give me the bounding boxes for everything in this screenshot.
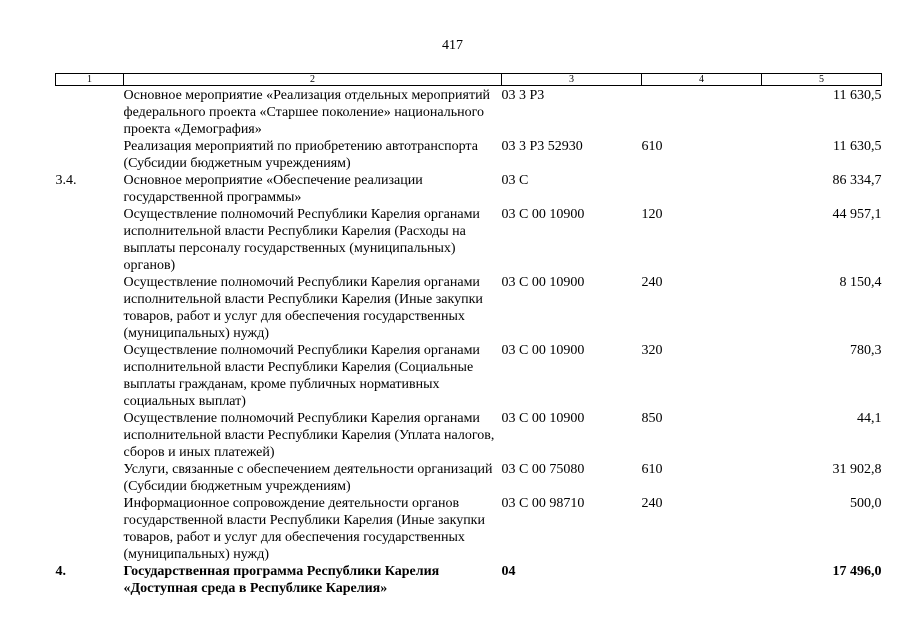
target-code: 03 С 00 10900 [501,343,585,358]
row-number: 4. [55,564,66,579]
table-row [56,461,882,495]
column-header: 4 [642,74,762,86]
target-code: 03 С 00 98710 [501,496,585,511]
row-number [56,461,124,495]
amount: 11 630,5 [833,139,882,154]
table-row [56,410,882,461]
amount: 31 902,8 [832,462,882,477]
expense-type: 240 [641,275,663,290]
amount: 500,0 [850,496,882,511]
page-number: 417 [442,38,463,53]
target-code: 03 С 00 10900 [501,207,585,222]
amount: 8 150,4 [839,275,882,290]
expense-type: 320 [641,343,663,358]
amount: 780,3 [850,343,882,358]
table-row [56,206,882,274]
table-row [56,138,882,172]
amount: 44 957,1 [832,207,882,222]
row-number [56,206,124,274]
column-number-row [56,74,882,86]
amount: 44,1 [857,411,882,426]
item-name: Осуществление полномочий Республики Карелия органами исполнительной власти Республики Карелия (Иные закупки товаров, работ и услуг для обеспечения государственных (муниципальных) нужд) [123,275,483,341]
item-name: Государственная программа Республики Карелия «Доступная среда в Республике Карелия» [123,564,440,596]
expense-type [642,86,762,139]
target-code: 04 [501,564,516,579]
item-name: Информационное сопровождение деятельности органов государственной власти Республики Карелия (Иные закупки товаров, работ и услуг для обеспечения государственных (муниципальных) нужд) [123,496,485,562]
row-number [56,274,124,342]
item-name: Осуществление полномочий Республики Карелия органами исполнительной власти Республики Карелия (Социальные выплаты гражданам, кроме публичных нормативных социальных выплат) [123,343,480,409]
row-number [56,86,124,139]
expense-type: 610 [641,462,663,477]
target-code: 03 С [501,173,529,188]
expense-type [642,172,762,206]
table-row [56,342,882,410]
column-header: 5 [762,74,882,86]
table-row [56,563,882,597]
item-name: Реализация мероприятий по приобретению автотранспорта (Субсидии бюджетным учреждениям) [123,139,478,171]
table-row [56,86,882,139]
budget-table [55,73,882,597]
item-name: Услуги, связанные с обеспечением деятельности организаций (Субсидии бюджетным учреждениям) [123,462,493,494]
item-name: Основное мероприятие «Обеспечение реализации государственной программы» [123,173,423,205]
row-number [56,138,124,172]
column-header: 2 [124,74,502,86]
table-row [56,495,882,563]
target-code: 03 3 P3 [501,88,545,103]
row-number [56,342,124,410]
target-code: 03 3 P3 52930 [501,139,583,154]
expense-type: 240 [641,496,663,511]
target-code: 03 С 00 10900 [501,275,585,290]
item-name: Осуществление полномочий Республики Карелия органами исполнительной власти Республики Карелия (Расходы на выплаты персоналу государственных (муниципальных) органов) [123,207,480,273]
column-header: 1 [56,74,124,86]
expense-type [642,563,762,597]
target-code: 03 С 00 10900 [501,411,585,426]
row-number [56,495,124,563]
table-row [56,172,882,206]
expense-type: 850 [641,411,663,426]
table-body [56,86,882,598]
amount: 86 334,7 [832,173,882,188]
expense-type: 120 [641,207,663,222]
expense-type: 610 [641,139,663,154]
row-number: 3.4. [55,173,77,188]
target-code: 03 С 00 75080 [501,462,585,477]
amount: 17 496,0 [832,564,882,579]
amount: 11 630,5 [833,88,882,103]
row-number [56,410,124,461]
item-name: Осуществление полномочий Республики Карелия органами исполнительной власти Республики Карелия (Уплата налогов, сборов и иных платежей) [123,411,495,460]
item-name: Основное мероприятие «Реализация отдельных мероприятий федерального проекта «Старшее поколение» национального проекта «Демография» [123,88,491,137]
column-header: 3 [502,74,642,86]
table-row [56,274,882,342]
